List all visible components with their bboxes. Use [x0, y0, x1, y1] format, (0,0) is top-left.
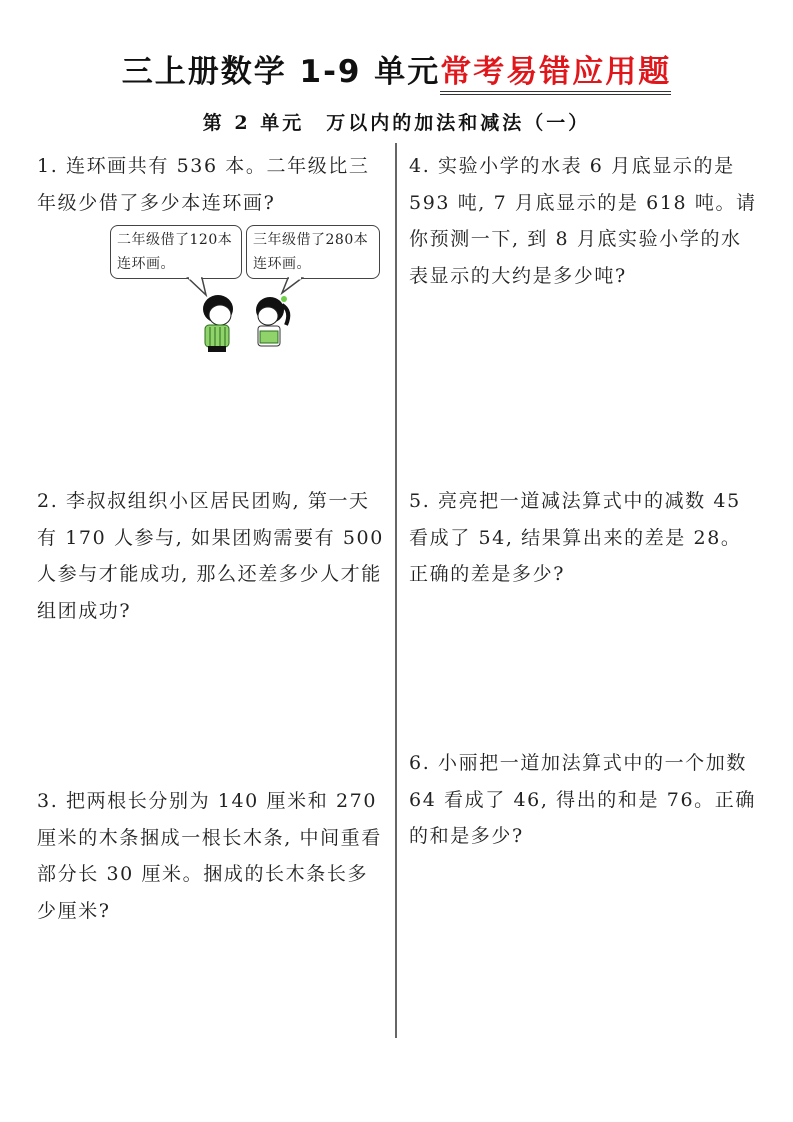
page-title — [0, 46, 793, 91]
speech-bubble-girl: 三年级借了280本连环画。 — [246, 225, 380, 279]
title-red-highlight: 常考易错应用题 — [440, 54, 671, 95]
question-5: 5. 亮亮把一道减法算式中的减数 45 看成了 54, 结果算出来的差是 28。正确的差是多少? — [409, 490, 742, 585]
question-6: 6. 小丽把一道加法算式中的一个加数 64 看成了 46, 得出的和是 76。正确的和是多少? — [409, 752, 756, 847]
question-1: 1. 连环画共有 536 本。二年级比三年级少借了多少本连环画? — [37, 155, 370, 214]
question-4: 4. 实验小学的水表 6 月底显示的是 593 吨, 7 月底显示的是 618 吨。请你预测一下, 到 8 月底实验小学的水表显示的大约是多少吨? — [409, 155, 757, 287]
speech-bubble-boy: 二年级借了120本连环画。 — [110, 225, 242, 279]
unit-subtitle: 第 2 单元 万以内的加法和减法（一） — [202, 112, 591, 134]
column-divider — [395, 143, 397, 1038]
question-1-illustration — [110, 225, 390, 355]
title-black: 三上册数学 1-9 单元 — [121, 54, 441, 90]
question-3: 3. 把两根长分别为 140 厘米和 270 厘米的木条捆成一根长木条, 中间重看部分长 30 厘米。捆成的长木条长多少厘米? — [37, 790, 382, 922]
question-2: 2. 李叔叔组织小区居民团购, 第一天有 170 人参与, 如果团购需要有 500 人参与才能成功, 那么还差多少人才能组团成功? — [37, 490, 384, 622]
